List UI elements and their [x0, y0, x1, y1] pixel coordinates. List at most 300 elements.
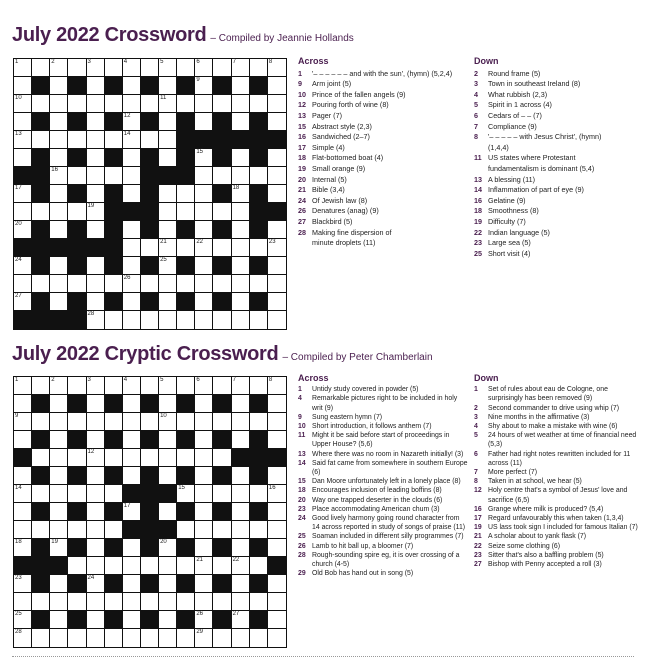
- cryptic-grid[interactable]: [13, 376, 287, 648]
- grid-cell[interactable]: [159, 203, 177, 221]
- grid-cell[interactable]: [14, 113, 32, 131]
- grid-cell[interactable]: [195, 485, 213, 503]
- grid-cell[interactable]: [68, 629, 86, 647]
- grid-cell[interactable]: [141, 377, 159, 395]
- grid-cell[interactable]: [105, 485, 123, 503]
- grid-cell[interactable]: [123, 557, 141, 575]
- grid-cell[interactable]: [268, 539, 286, 557]
- grid-cell[interactable]: [195, 503, 213, 521]
- grid-cell[interactable]: [195, 629, 213, 647]
- grid-cell[interactable]: [195, 467, 213, 485]
- grid-cell[interactable]: [14, 575, 32, 593]
- grid-cell[interactable]: [213, 485, 231, 503]
- grid-cell[interactable]: [123, 377, 141, 395]
- grid-cell[interactable]: [195, 539, 213, 557]
- grid-cell[interactable]: [14, 611, 32, 629]
- grid-cell[interactable]: [105, 521, 123, 539]
- grid-cell[interactable]: [123, 503, 141, 521]
- grid-cell[interactable]: [50, 95, 68, 113]
- grid-cell[interactable]: [68, 95, 86, 113]
- grid-cell[interactable]: [159, 539, 177, 557]
- grid-cell[interactable]: [177, 239, 195, 257]
- grid-cell[interactable]: [268, 257, 286, 275]
- grid-cell[interactable]: [123, 449, 141, 467]
- grid-cell[interactable]: [87, 293, 105, 311]
- grid-cell[interactable]: [268, 431, 286, 449]
- grid-cell[interactable]: [232, 485, 250, 503]
- grid-cell[interactable]: [195, 611, 213, 629]
- grid-cell[interactable]: [32, 203, 50, 221]
- grid-cell[interactable]: [268, 167, 286, 185]
- grid-cell[interactable]: [14, 413, 32, 431]
- grid-cell[interactable]: [68, 485, 86, 503]
- grid-cell[interactable]: [177, 413, 195, 431]
- grid-cell[interactable]: [87, 275, 105, 293]
- grid-cell[interactable]: [123, 467, 141, 485]
- grid-cell[interactable]: [105, 413, 123, 431]
- grid-cell[interactable]: [32, 593, 50, 611]
- grid-cell[interactable]: [232, 95, 250, 113]
- grid-cell[interactable]: [177, 629, 195, 647]
- grid-cell[interactable]: [14, 377, 32, 395]
- grid-cell[interactable]: [105, 167, 123, 185]
- grid-cell[interactable]: [232, 221, 250, 239]
- grid-cell[interactable]: [159, 629, 177, 647]
- crossword-grid[interactable]: [13, 58, 287, 330]
- grid-cell[interactable]: [213, 449, 231, 467]
- grid-cell[interactable]: [159, 413, 177, 431]
- grid-cell[interactable]: [177, 203, 195, 221]
- grid-cell[interactable]: [87, 257, 105, 275]
- grid-cell[interactable]: [250, 629, 268, 647]
- grid-cell[interactable]: [159, 467, 177, 485]
- grid-cell[interactable]: [50, 257, 68, 275]
- grid-cell[interactable]: [87, 77, 105, 95]
- grid-cell[interactable]: [232, 185, 250, 203]
- grid-cell[interactable]: [123, 95, 141, 113]
- grid-cell[interactable]: [14, 593, 32, 611]
- grid-cell[interactable]: [213, 311, 231, 329]
- grid-cell[interactable]: [177, 449, 195, 467]
- grid-cell[interactable]: [14, 185, 32, 203]
- grid-cell[interactable]: [50, 221, 68, 239]
- grid-cell[interactable]: [195, 293, 213, 311]
- grid-cell[interactable]: [213, 557, 231, 575]
- grid-cell[interactable]: [14, 77, 32, 95]
- grid-cell[interactable]: [232, 431, 250, 449]
- grid-cell[interactable]: [123, 293, 141, 311]
- grid-cell[interactable]: [50, 575, 68, 593]
- grid-cell[interactable]: [250, 377, 268, 395]
- grid-cell[interactable]: [14, 521, 32, 539]
- grid-cell[interactable]: [32, 449, 50, 467]
- grid-cell[interactable]: [50, 629, 68, 647]
- grid-cell[interactable]: [159, 575, 177, 593]
- grid-cell[interactable]: [50, 113, 68, 131]
- grid-cell[interactable]: [123, 77, 141, 95]
- grid-cell[interactable]: [232, 593, 250, 611]
- grid-cell[interactable]: [268, 185, 286, 203]
- grid-cell[interactable]: [123, 593, 141, 611]
- grid-cell[interactable]: [14, 149, 32, 167]
- grid-cell[interactable]: [50, 167, 68, 185]
- grid-cell[interactable]: [213, 413, 231, 431]
- grid-cell[interactable]: [232, 311, 250, 329]
- grid-cell[interactable]: [123, 149, 141, 167]
- grid-cell[interactable]: [87, 593, 105, 611]
- grid-cell[interactable]: [213, 203, 231, 221]
- grid-cell[interactable]: [141, 131, 159, 149]
- grid-cell[interactable]: [268, 77, 286, 95]
- grid-cell[interactable]: [195, 239, 213, 257]
- grid-cell[interactable]: [268, 239, 286, 257]
- grid-cell[interactable]: [232, 203, 250, 221]
- grid-cell[interactable]: [87, 521, 105, 539]
- grid-cell[interactable]: [14, 431, 32, 449]
- grid-cell[interactable]: [50, 59, 68, 77]
- grid-cell[interactable]: [50, 503, 68, 521]
- grid-cell[interactable]: [232, 377, 250, 395]
- grid-cell[interactable]: [68, 275, 86, 293]
- grid-cell[interactable]: [195, 275, 213, 293]
- grid-cell[interactable]: [87, 575, 105, 593]
- grid-cell[interactable]: [268, 413, 286, 431]
- grid-cell[interactable]: [250, 485, 268, 503]
- grid-cell[interactable]: [213, 377, 231, 395]
- grid-cell[interactable]: [50, 149, 68, 167]
- grid-cell[interactable]: [50, 185, 68, 203]
- grid-cell[interactable]: [213, 275, 231, 293]
- grid-cell[interactable]: [68, 131, 86, 149]
- grid-cell[interactable]: [268, 611, 286, 629]
- grid-cell[interactable]: [141, 59, 159, 77]
- grid-cell[interactable]: [195, 377, 213, 395]
- grid-cell[interactable]: [123, 275, 141, 293]
- grid-cell[interactable]: [105, 629, 123, 647]
- grid-cell[interactable]: [123, 59, 141, 77]
- grid-cell[interactable]: [250, 557, 268, 575]
- grid-cell[interactable]: [141, 311, 159, 329]
- grid-cell[interactable]: [232, 539, 250, 557]
- grid-cell[interactable]: [195, 575, 213, 593]
- grid-cell[interactable]: [68, 413, 86, 431]
- grid-cell[interactable]: [14, 275, 32, 293]
- grid-cell[interactable]: [195, 521, 213, 539]
- grid-cell[interactable]: [68, 521, 86, 539]
- grid-cell[interactable]: [250, 593, 268, 611]
- grid-cell[interactable]: [123, 611, 141, 629]
- grid-cell[interactable]: [250, 167, 268, 185]
- grid-cell[interactable]: [232, 503, 250, 521]
- grid-cell[interactable]: [50, 467, 68, 485]
- grid-cell[interactable]: [32, 377, 50, 395]
- grid-cell[interactable]: [250, 95, 268, 113]
- grid-cell[interactable]: [123, 113, 141, 131]
- grid-cell[interactable]: [268, 221, 286, 239]
- grid-cell[interactable]: [14, 95, 32, 113]
- grid-cell[interactable]: [195, 257, 213, 275]
- grid-cell[interactable]: [141, 629, 159, 647]
- grid-cell[interactable]: [195, 557, 213, 575]
- grid-cell[interactable]: [87, 59, 105, 77]
- grid-cell[interactable]: [159, 503, 177, 521]
- grid-cell[interactable]: [195, 95, 213, 113]
- grid-cell[interactable]: [159, 59, 177, 77]
- grid-cell[interactable]: [50, 395, 68, 413]
- grid-cell[interactable]: [87, 503, 105, 521]
- grid-cell[interactable]: [195, 185, 213, 203]
- grid-cell[interactable]: [268, 377, 286, 395]
- grid-cell[interactable]: [68, 593, 86, 611]
- grid-cell[interactable]: [268, 575, 286, 593]
- grid-cell[interactable]: [232, 611, 250, 629]
- grid-cell[interactable]: [123, 629, 141, 647]
- grid-cell[interactable]: [123, 575, 141, 593]
- grid-cell[interactable]: [232, 257, 250, 275]
- grid-cell[interactable]: [232, 413, 250, 431]
- grid-cell[interactable]: [141, 95, 159, 113]
- grid-cell[interactable]: [268, 113, 286, 131]
- grid-cell[interactable]: [195, 431, 213, 449]
- grid-cell[interactable]: [50, 485, 68, 503]
- grid-cell[interactable]: [232, 167, 250, 185]
- grid-cell[interactable]: [50, 377, 68, 395]
- grid-cell[interactable]: [14, 485, 32, 503]
- grid-cell[interactable]: [195, 59, 213, 77]
- grid-cell[interactable]: [123, 239, 141, 257]
- grid-cell[interactable]: [14, 257, 32, 275]
- grid-cell[interactable]: [32, 95, 50, 113]
- grid-cell[interactable]: [177, 185, 195, 203]
- grid-cell[interactable]: [195, 77, 213, 95]
- grid-cell[interactable]: [141, 557, 159, 575]
- grid-cell[interactable]: [32, 629, 50, 647]
- grid-cell[interactable]: [14, 221, 32, 239]
- grid-cell[interactable]: [159, 149, 177, 167]
- grid-cell[interactable]: [87, 467, 105, 485]
- grid-cell[interactable]: [159, 293, 177, 311]
- grid-cell[interactable]: [232, 275, 250, 293]
- grid-cell[interactable]: [141, 413, 159, 431]
- grid-cell[interactable]: [159, 185, 177, 203]
- grid-cell[interactable]: [159, 557, 177, 575]
- grid-cell[interactable]: [232, 521, 250, 539]
- grid-cell[interactable]: [141, 593, 159, 611]
- grid-cell[interactable]: [268, 149, 286, 167]
- grid-cell[interactable]: [232, 293, 250, 311]
- grid-cell[interactable]: [123, 257, 141, 275]
- grid-cell[interactable]: [87, 449, 105, 467]
- grid-cell[interactable]: [195, 311, 213, 329]
- grid-cell[interactable]: [232, 557, 250, 575]
- grid-cell[interactable]: [87, 377, 105, 395]
- grid-cell[interactable]: [68, 449, 86, 467]
- grid-cell[interactable]: [159, 113, 177, 131]
- grid-cell[interactable]: [87, 113, 105, 131]
- grid-cell[interactable]: [14, 203, 32, 221]
- grid-cell[interactable]: [195, 395, 213, 413]
- grid-cell[interactable]: [177, 275, 195, 293]
- grid-cell[interactable]: [50, 539, 68, 557]
- grid-cell[interactable]: [68, 557, 86, 575]
- grid-cell[interactable]: [50, 77, 68, 95]
- grid-cell[interactable]: [105, 311, 123, 329]
- grid-cell[interactable]: [105, 557, 123, 575]
- grid-cell[interactable]: [195, 167, 213, 185]
- grid-cell[interactable]: [268, 593, 286, 611]
- grid-cell[interactable]: [232, 59, 250, 77]
- grid-cell[interactable]: [268, 485, 286, 503]
- grid-cell[interactable]: [232, 239, 250, 257]
- grid-cell[interactable]: [50, 593, 68, 611]
- grid-cell[interactable]: [177, 593, 195, 611]
- grid-cell[interactable]: [123, 185, 141, 203]
- grid-cell[interactable]: [50, 131, 68, 149]
- grid-cell[interactable]: [250, 59, 268, 77]
- grid-cell[interactable]: [159, 431, 177, 449]
- grid-cell[interactable]: [177, 521, 195, 539]
- grid-cell[interactable]: [159, 131, 177, 149]
- grid-cell[interactable]: [123, 413, 141, 431]
- grid-cell[interactable]: [87, 311, 105, 329]
- grid-cell[interactable]: [213, 629, 231, 647]
- grid-cell[interactable]: [123, 131, 141, 149]
- grid-cell[interactable]: [159, 395, 177, 413]
- grid-cell[interactable]: [14, 467, 32, 485]
- grid-cell[interactable]: [159, 239, 177, 257]
- grid-cell[interactable]: [268, 503, 286, 521]
- grid-cell[interactable]: [141, 239, 159, 257]
- grid-cell[interactable]: [14, 131, 32, 149]
- grid-cell[interactable]: [232, 149, 250, 167]
- grid-cell[interactable]: [177, 95, 195, 113]
- grid-cell[interactable]: [177, 377, 195, 395]
- grid-cell[interactable]: [87, 611, 105, 629]
- grid-cell[interactable]: [159, 221, 177, 239]
- grid-cell[interactable]: [268, 311, 286, 329]
- grid-cell[interactable]: [50, 611, 68, 629]
- grid-cell[interactable]: [195, 593, 213, 611]
- grid-cell[interactable]: [14, 539, 32, 557]
- grid-cell[interactable]: [32, 521, 50, 539]
- grid-cell[interactable]: [105, 449, 123, 467]
- grid-cell[interactable]: [14, 59, 32, 77]
- grid-cell[interactable]: [50, 521, 68, 539]
- grid-cell[interactable]: [123, 167, 141, 185]
- grid-cell[interactable]: [32, 59, 50, 77]
- grid-cell[interactable]: [250, 275, 268, 293]
- grid-cell[interactable]: [14, 629, 32, 647]
- grid-cell[interactable]: [268, 467, 286, 485]
- grid-cell[interactable]: [87, 557, 105, 575]
- grid-cell[interactable]: [123, 539, 141, 557]
- grid-cell[interactable]: [105, 275, 123, 293]
- grid-cell[interactable]: [250, 239, 268, 257]
- grid-cell[interactable]: [177, 59, 195, 77]
- grid-cell[interactable]: [87, 149, 105, 167]
- grid-cell[interactable]: [195, 203, 213, 221]
- grid-cell[interactable]: [268, 629, 286, 647]
- grid-cell[interactable]: [159, 275, 177, 293]
- grid-cell[interactable]: [68, 203, 86, 221]
- grid-cell[interactable]: [177, 485, 195, 503]
- grid-cell[interactable]: [159, 95, 177, 113]
- grid-cell[interactable]: [195, 221, 213, 239]
- grid-cell[interactable]: [87, 539, 105, 557]
- grid-cell[interactable]: [68, 59, 86, 77]
- grid-cell[interactable]: [87, 221, 105, 239]
- grid-cell[interactable]: [32, 131, 50, 149]
- grid-cell[interactable]: [32, 485, 50, 503]
- grid-cell[interactable]: [87, 185, 105, 203]
- grid-cell[interactable]: [123, 221, 141, 239]
- grid-cell[interactable]: [159, 377, 177, 395]
- grid-cell[interactable]: [268, 293, 286, 311]
- grid-cell[interactable]: [14, 503, 32, 521]
- grid-cell[interactable]: [105, 95, 123, 113]
- grid-cell[interactable]: [87, 131, 105, 149]
- grid-cell[interactable]: [213, 593, 231, 611]
- grid-cell[interactable]: [159, 257, 177, 275]
- grid-cell[interactable]: [250, 413, 268, 431]
- grid-cell[interactable]: [87, 431, 105, 449]
- grid-cell[interactable]: [268, 395, 286, 413]
- grid-cell[interactable]: [213, 95, 231, 113]
- grid-cell[interactable]: [32, 413, 50, 431]
- grid-cell[interactable]: [195, 149, 213, 167]
- grid-cell[interactable]: [177, 311, 195, 329]
- grid-cell[interactable]: [105, 593, 123, 611]
- grid-cell[interactable]: [105, 377, 123, 395]
- grid-cell[interactable]: [32, 275, 50, 293]
- grid-cell[interactable]: [159, 593, 177, 611]
- grid-cell[interactable]: [177, 557, 195, 575]
- grid-cell[interactable]: [250, 521, 268, 539]
- grid-cell[interactable]: [14, 293, 32, 311]
- grid-cell[interactable]: [268, 275, 286, 293]
- grid-cell[interactable]: [87, 167, 105, 185]
- grid-cell[interactable]: [87, 629, 105, 647]
- grid-cell[interactable]: [87, 413, 105, 431]
- grid-cell[interactable]: [50, 293, 68, 311]
- grid-cell[interactable]: [68, 377, 86, 395]
- grid-cell[interactable]: [268, 59, 286, 77]
- grid-cell[interactable]: [105, 131, 123, 149]
- grid-cell[interactable]: [50, 449, 68, 467]
- grid-cell[interactable]: [213, 239, 231, 257]
- grid-cell[interactable]: [141, 449, 159, 467]
- grid-cell[interactable]: [195, 413, 213, 431]
- grid-cell[interactable]: [123, 311, 141, 329]
- grid-cell[interactable]: [159, 311, 177, 329]
- grid-cell[interactable]: [268, 95, 286, 113]
- grid-cell[interactable]: [50, 431, 68, 449]
- grid-cell[interactable]: [87, 395, 105, 413]
- grid-cell[interactable]: [213, 59, 231, 77]
- grid-cell[interactable]: [87, 203, 105, 221]
- grid-cell[interactable]: [14, 395, 32, 413]
- grid-cell[interactable]: [232, 113, 250, 131]
- grid-cell[interactable]: [232, 467, 250, 485]
- grid-cell[interactable]: [159, 611, 177, 629]
- grid-cell[interactable]: [159, 77, 177, 95]
- grid-cell[interactable]: [105, 59, 123, 77]
- grid-cell[interactable]: [213, 167, 231, 185]
- grid-cell[interactable]: [213, 521, 231, 539]
- grid-cell[interactable]: [50, 203, 68, 221]
- grid-cell[interactable]: [250, 311, 268, 329]
- grid-cell[interactable]: [195, 113, 213, 131]
